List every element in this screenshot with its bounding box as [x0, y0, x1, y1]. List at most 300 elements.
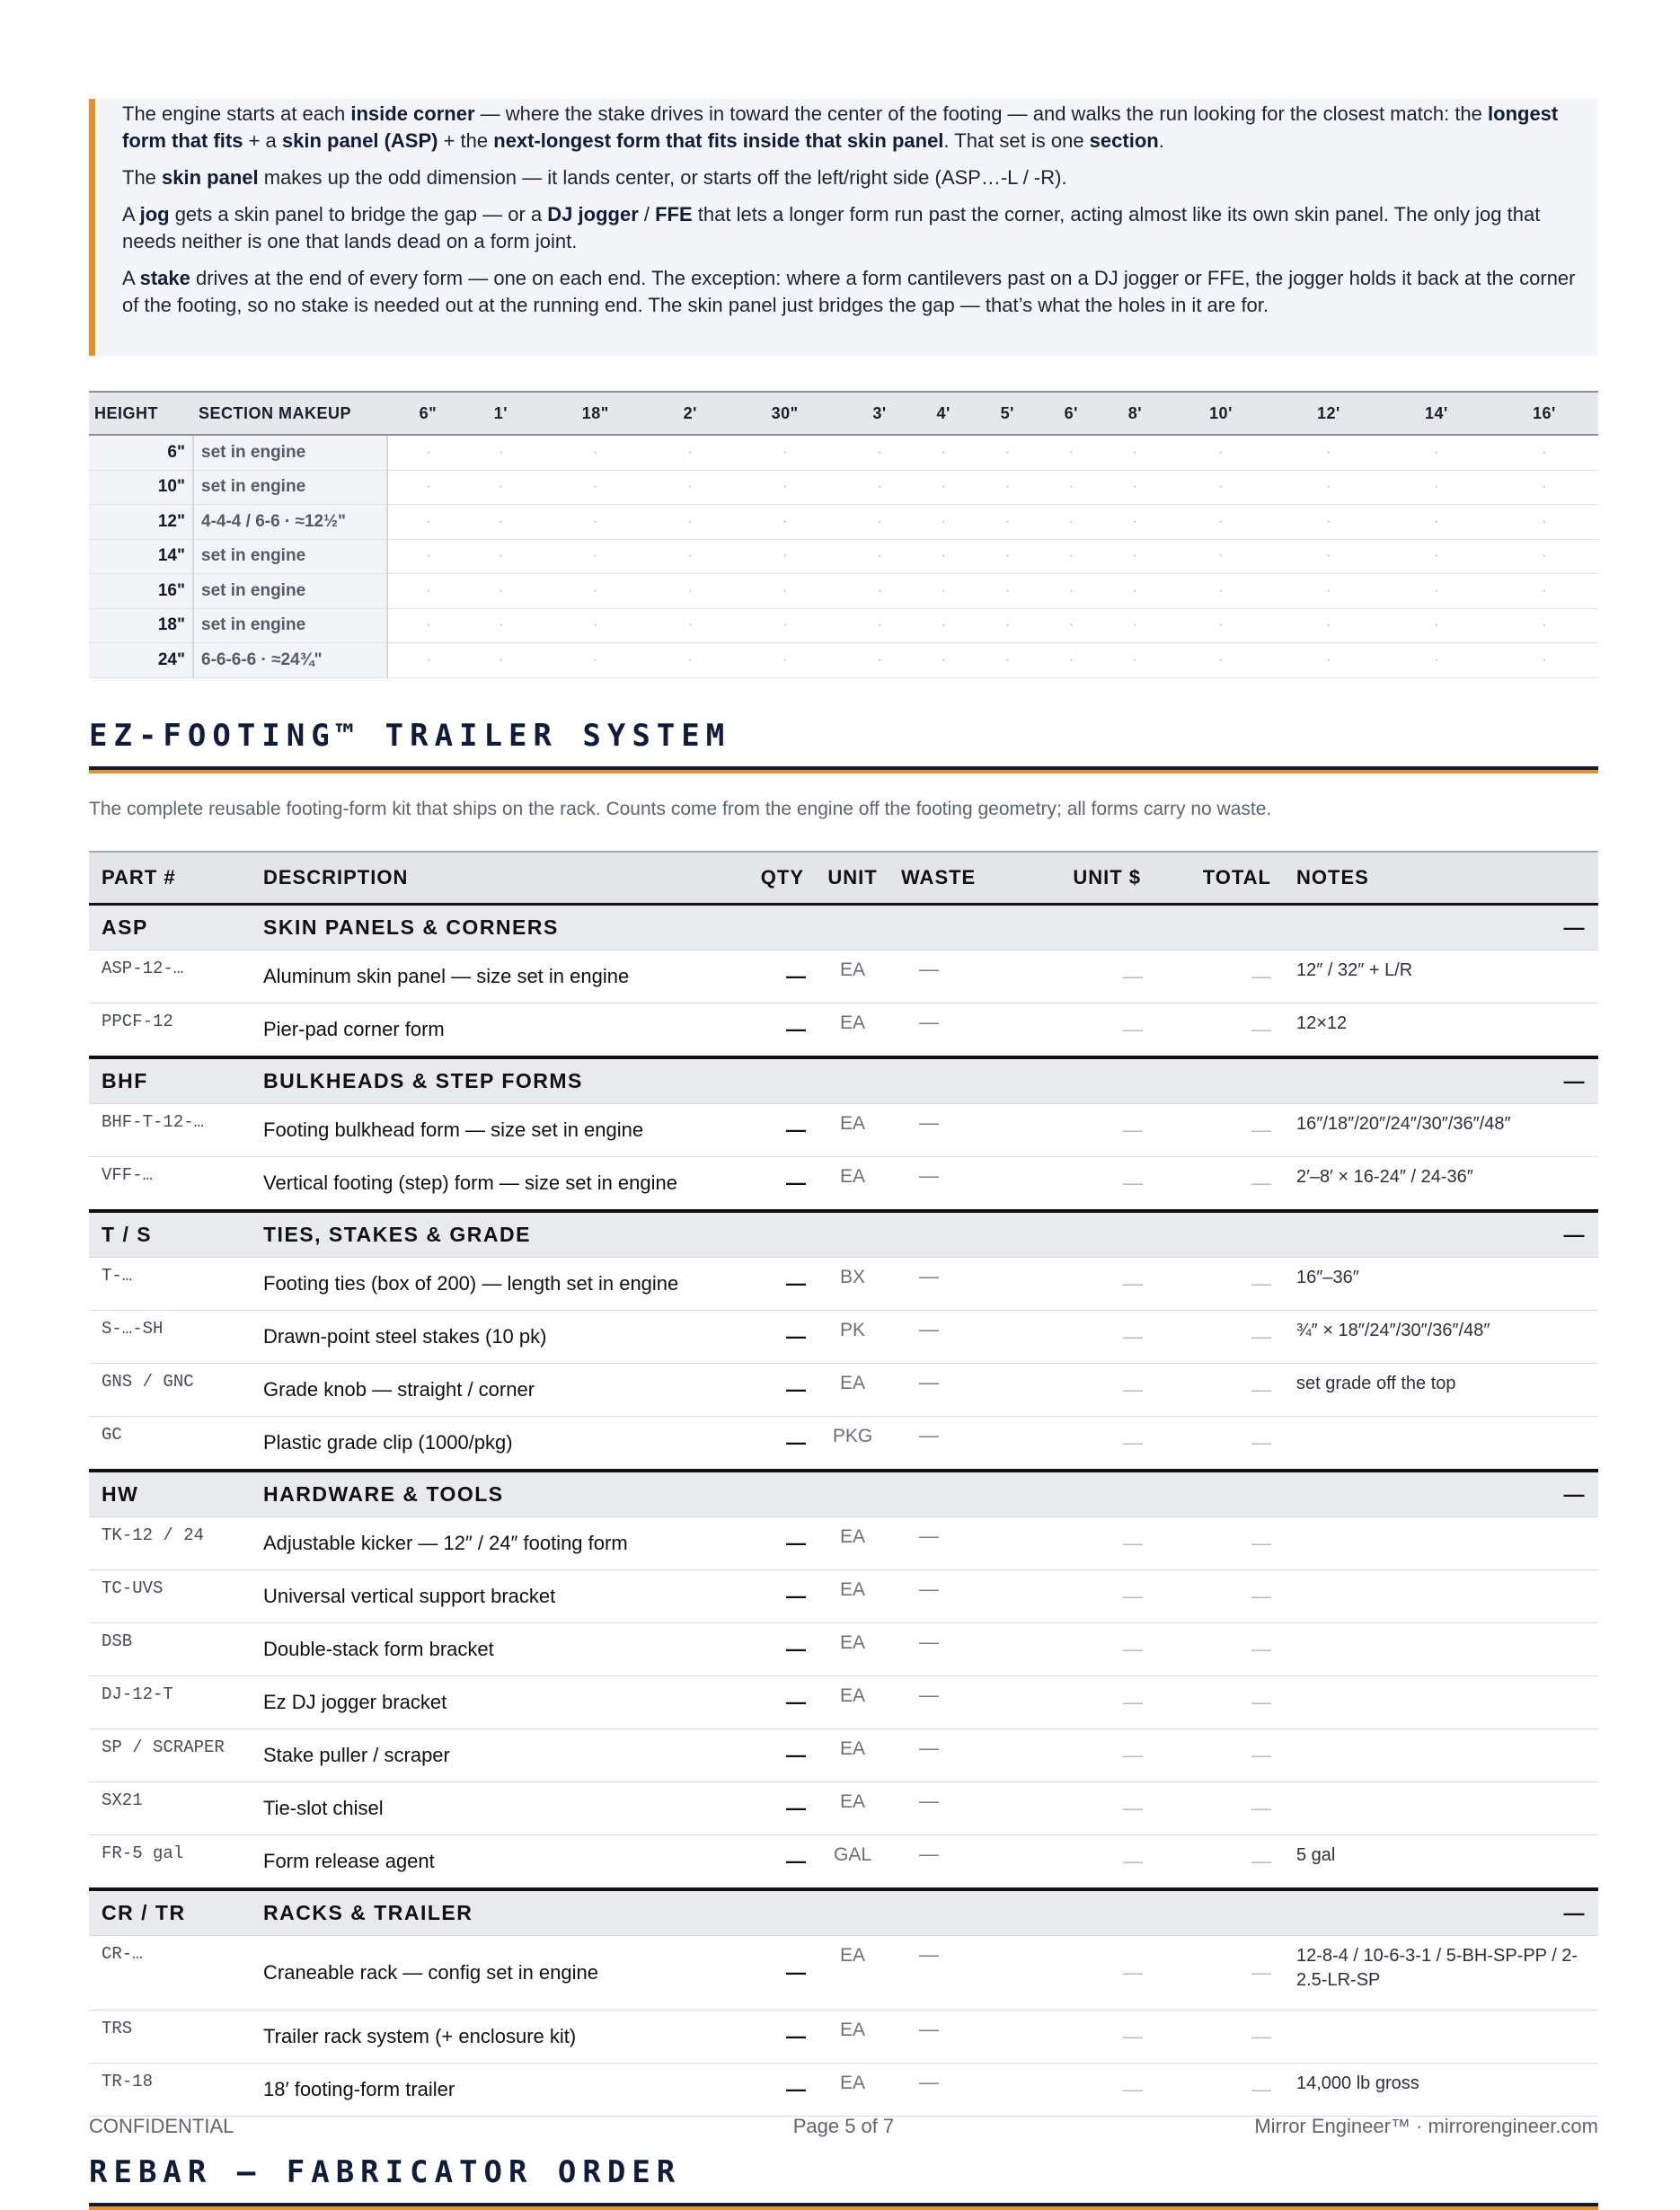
- empty-cell-dot: ·: [976, 643, 1039, 678]
- group-header-row: [89, 1889, 1598, 1936]
- empty-cell-dot: ·: [1167, 470, 1275, 505]
- part-number: S-…-SH: [89, 1310, 251, 1363]
- part-unit-price: —: [1023, 950, 1154, 1003]
- part-waste: —: [889, 2010, 1023, 2063]
- page-content: [89, 99, 1598, 2210]
- part-unit-price: —: [1023, 1003, 1154, 1057]
- part-unit: EA: [817, 1003, 889, 1057]
- height-table-col-header: 6": [387, 392, 469, 435]
- part-unit: GAL: [817, 1834, 889, 1889]
- table-row: [89, 1363, 1598, 1416]
- height-value: 14": [89, 539, 193, 574]
- part-qty: —: [745, 1935, 817, 2010]
- part-qty: —: [745, 1834, 817, 1889]
- part-notes: set grade off the top: [1284, 1363, 1598, 1416]
- part-description: Footing ties (box of 200) — length set in engine: [251, 1257, 745, 1310]
- part-description: Drawn-point steel stakes (10 pk): [251, 1310, 745, 1363]
- part-total: —: [1154, 1935, 1284, 2010]
- part-waste: —: [889, 1310, 1023, 1363]
- table-row: [89, 1516, 1598, 1569]
- part-description: Universal vertical support bracket: [251, 1569, 745, 1622]
- section-title-trailer-system: EZ-FOOTING™ TRAILER SYSTEM: [89, 717, 731, 754]
- part-qty: —: [745, 1310, 817, 1363]
- part-unit: BX: [817, 1257, 889, 1310]
- part-unit-price: —: [1023, 1675, 1154, 1728]
- height-table-col-header: HEIGHT: [89, 392, 193, 435]
- empty-cell-dot: ·: [1039, 574, 1103, 609]
- part-unit-price: —: [1023, 1516, 1154, 1569]
- empty-cell-dot: ·: [1490, 539, 1598, 574]
- table-row: [89, 1310, 1598, 1363]
- engine-rules-callout: [89, 99, 1598, 356]
- empty-cell-dot: ·: [1039, 643, 1103, 678]
- height-value: 12": [89, 505, 193, 540]
- height-table-col-header: 16': [1490, 392, 1598, 435]
- empty-cell-dot: ·: [912, 643, 976, 678]
- group-code: BHF: [89, 1057, 251, 1104]
- group-code: ASP: [89, 904, 251, 950]
- table-row: [89, 1156, 1598, 1211]
- part-waste: —: [889, 1516, 1023, 1569]
- group-name: BULKHEADS & STEP FORMS: [251, 1057, 1284, 1104]
- col-header-unit-price: UNIT $: [1023, 852, 1154, 905]
- part-unit: EA: [817, 2010, 889, 2063]
- part-notes: 16″–36″: [1284, 1257, 1598, 1310]
- empty-cell-dot: ·: [1167, 608, 1275, 643]
- part-unit-price: —: [1023, 1416, 1154, 1471]
- empty-cell-dot: ·: [469, 574, 533, 609]
- part-notes: 2′–8′ × 16-24″ / 24-36″: [1284, 1156, 1598, 1211]
- empty-cell-dot: ·: [1383, 643, 1490, 678]
- col-header-description: DESCRIPTION: [251, 852, 745, 905]
- table-row: [89, 1728, 1598, 1781]
- group-total: —: [1284, 1889, 1598, 1936]
- part-notes: [1284, 1516, 1598, 1569]
- empty-cell-dot: ·: [1103, 643, 1167, 678]
- empty-cell-dot: ·: [387, 435, 469, 470]
- part-description: 18′ footing-form trailer: [251, 2063, 745, 2116]
- table-row: [89, 1569, 1598, 1622]
- col-header-part: PART #: [89, 852, 251, 905]
- section-makeup: 4-4-4 / 6-6 · ≈12½": [193, 505, 387, 540]
- part-total: —: [1154, 1103, 1284, 1156]
- part-notes: 12×12: [1284, 1003, 1598, 1057]
- callout-paragraph-2: [122, 164, 1580, 191]
- empty-cell-dot: ·: [469, 539, 533, 574]
- section-title-rebar: REBAR — FABRICATOR ORDER: [89, 2153, 682, 2190]
- part-total: —: [1154, 1622, 1284, 1675]
- part-description: Double-stack form bracket: [251, 1622, 745, 1675]
- empty-cell-dot: ·: [533, 608, 659, 643]
- part-qty: —: [745, 1622, 817, 1675]
- section-divider: [89, 2203, 1598, 2210]
- part-unit: EA: [817, 2063, 889, 2116]
- empty-cell-dot: ·: [659, 574, 722, 609]
- part-unit: EA: [817, 1728, 889, 1781]
- part-unit-price: —: [1023, 2063, 1154, 2116]
- part-description: Stake puller / scraper: [251, 1728, 745, 1781]
- section-lead-text: The complete reusable footing-form kit that ships on the rack. Counts come from the engine off the footing geometry; all forms carry no waste.: [89, 798, 1272, 819]
- part-waste: —: [889, 1103, 1023, 1156]
- empty-cell-dot: ·: [1490, 643, 1598, 678]
- group-header-row: [89, 1471, 1598, 1517]
- table-row: [89, 1675, 1598, 1728]
- table-row: [89, 1416, 1598, 1471]
- part-unit: EA: [817, 950, 889, 1003]
- part-unit: EA: [817, 1781, 889, 1834]
- empty-cell-dot: ·: [722, 608, 848, 643]
- part-unit: EA: [817, 1935, 889, 2010]
- callout-bold-term: skin panel: [162, 166, 259, 189]
- part-waste: —: [889, 1156, 1023, 1211]
- callout-text: makes up the odd dimension — it lands center, or starts off the left/right side (ASP…-L / -R).: [258, 166, 1067, 189]
- callout-bold-term: inside corner: [350, 102, 475, 125]
- part-description: Form release agent: [251, 1834, 745, 1889]
- part-number: DJ-12-T: [89, 1675, 251, 1728]
- group-header-row: [89, 1057, 1598, 1104]
- empty-cell-dot: ·: [533, 539, 659, 574]
- part-waste: —: [889, 1416, 1023, 1471]
- callout-paragraph-1: [122, 99, 1580, 155]
- empty-cell-dot: ·: [1103, 505, 1167, 540]
- part-unit-price: —: [1023, 1310, 1154, 1363]
- empty-cell-dot: ·: [469, 608, 533, 643]
- empty-cell-dot: ·: [1490, 470, 1598, 505]
- part-number: VFF-…: [89, 1156, 251, 1211]
- part-unit-price: —: [1023, 1728, 1154, 1781]
- part-unit-price: —: [1023, 2010, 1154, 2063]
- height-table-col-header: 12': [1275, 392, 1383, 435]
- part-notes: 12″ / 32″ + L/R: [1284, 950, 1598, 1003]
- part-notes: [1284, 1675, 1598, 1728]
- empty-cell-dot: ·: [1383, 574, 1490, 609]
- empty-cell-dot: ·: [659, 435, 722, 470]
- part-waste: —: [889, 1257, 1023, 1310]
- table-row: [89, 2063, 1598, 2116]
- part-unit-price: —: [1023, 1781, 1154, 1834]
- part-number: DSB: [89, 1622, 251, 1675]
- section-makeup: set in engine: [193, 435, 387, 470]
- group-total: —: [1284, 904, 1598, 950]
- height-table-row: [89, 643, 1598, 678]
- empty-cell-dot: ·: [1103, 435, 1167, 470]
- parts-table-header-row: [89, 852, 1598, 905]
- part-qty: —: [745, 1569, 817, 1622]
- empty-cell-dot: ·: [1039, 608, 1103, 643]
- empty-cell-dot: ·: [722, 470, 848, 505]
- part-total: —: [1154, 1363, 1284, 1416]
- empty-cell-dot: ·: [1103, 539, 1167, 574]
- part-description: Craneable rack — config set in engine: [251, 1935, 745, 2010]
- part-number: SP / SCRAPER: [89, 1728, 251, 1781]
- callout-bold-term: jog: [139, 203, 170, 225]
- group-code: HW: [89, 1471, 251, 1517]
- part-qty: —: [745, 1156, 817, 1211]
- empty-cell-dot: ·: [1490, 574, 1598, 609]
- empty-cell-dot: ·: [976, 539, 1039, 574]
- group-code: CR / TR: [89, 1889, 251, 1936]
- part-notes: [1284, 1569, 1598, 1622]
- part-total: —: [1154, 2063, 1284, 2116]
- empty-cell-dot: ·: [533, 470, 659, 505]
- col-header-waste: WASTE: [889, 852, 1023, 905]
- part-unit: EA: [817, 1622, 889, 1675]
- empty-cell-dot: ·: [1383, 505, 1490, 540]
- empty-cell-dot: ·: [387, 643, 469, 678]
- part-qty: —: [745, 1416, 817, 1471]
- group-name: RACKS & TRAILER: [251, 1889, 1284, 1936]
- empty-cell-dot: ·: [533, 574, 659, 609]
- callout-paragraph-3: [122, 201, 1580, 255]
- part-waste: —: [889, 950, 1023, 1003]
- part-qty: —: [745, 2063, 817, 2116]
- empty-cell-dot: ·: [1167, 643, 1275, 678]
- section-makeup: set in engine: [193, 539, 387, 574]
- part-total: —: [1154, 2010, 1284, 2063]
- part-unit-price: —: [1023, 1569, 1154, 1622]
- empty-cell-dot: ·: [1103, 470, 1167, 505]
- empty-cell-dot: ·: [1103, 608, 1167, 643]
- part-number: TC-UVS: [89, 1569, 251, 1622]
- part-notes: [1284, 1728, 1598, 1781]
- empty-cell-dot: ·: [722, 539, 848, 574]
- height-table-col-header: 18": [533, 392, 659, 435]
- empty-cell-dot: ·: [1383, 470, 1490, 505]
- height-table-row: [89, 539, 1598, 574]
- empty-cell-dot: ·: [722, 574, 848, 609]
- callout-text: .: [1158, 129, 1164, 152]
- height-value: 16": [89, 574, 193, 609]
- group-name: HARDWARE & TOOLS: [251, 1471, 1284, 1517]
- empty-cell-dot: ·: [659, 470, 722, 505]
- height-table-row: [89, 470, 1598, 505]
- empty-cell-dot: ·: [848, 470, 912, 505]
- empty-cell-dot: ·: [1167, 435, 1275, 470]
- empty-cell-dot: ·: [912, 574, 976, 609]
- part-unit-price: —: [1023, 1103, 1154, 1156]
- empty-cell-dot: ·: [387, 608, 469, 643]
- part-total: —: [1154, 1728, 1284, 1781]
- col-header-notes: NOTES: [1284, 852, 1598, 905]
- part-unit: EA: [817, 1675, 889, 1728]
- empty-cell-dot: ·: [976, 435, 1039, 470]
- empty-cell-dot: ·: [1275, 608, 1383, 643]
- empty-cell-dot: ·: [1275, 505, 1383, 540]
- part-total: —: [1154, 1781, 1284, 1834]
- part-unit: EA: [817, 1516, 889, 1569]
- empty-cell-dot: ·: [1490, 608, 1598, 643]
- part-qty: —: [745, 1728, 817, 1781]
- height-table-col-header: 8': [1103, 392, 1167, 435]
- part-total: —: [1154, 1003, 1284, 1057]
- part-notes: [1284, 1622, 1598, 1675]
- empty-cell-dot: ·: [1039, 435, 1103, 470]
- parts-table: [89, 851, 1598, 2117]
- part-number: PPCF-12: [89, 1003, 251, 1057]
- empty-cell-dot: ·: [659, 505, 722, 540]
- empty-cell-dot: ·: [1039, 539, 1103, 574]
- empty-cell-dot: ·: [1490, 435, 1598, 470]
- empty-cell-dot: ·: [659, 539, 722, 574]
- empty-cell-dot: ·: [912, 470, 976, 505]
- empty-cell-dot: ·: [1275, 435, 1383, 470]
- part-notes: 14,000 lb gross: [1284, 2063, 1598, 2116]
- height-makeup-table: [89, 391, 1598, 678]
- height-table-col-header: 1': [469, 392, 533, 435]
- table-row: [89, 1834, 1598, 1889]
- part-waste: —: [889, 1781, 1023, 1834]
- part-description: Tie-slot chisel: [251, 1781, 745, 1834]
- part-waste: —: [889, 1569, 1023, 1622]
- height-table-col-header: 10': [1167, 392, 1275, 435]
- table-row: [89, 1257, 1598, 1310]
- callout-text: — where the stake drives in toward the center of the footing — and walks the run looking for the closest match: the: [474, 102, 1489, 125]
- part-unit-price: —: [1023, 1257, 1154, 1310]
- callout-text: that lets a longer form run past the corner, acting almost like its own skin panel. The only jog that needs neither is one that lands dead on a form joint.: [122, 203, 1541, 252]
- empty-cell-dot: ·: [848, 643, 912, 678]
- empty-cell-dot: ·: [722, 505, 848, 540]
- height-table-col-header: 6': [1039, 392, 1103, 435]
- part-waste: —: [889, 1728, 1023, 1781]
- group-total: —: [1284, 1057, 1598, 1104]
- empty-cell-dot: ·: [722, 643, 848, 678]
- part-unit: EA: [817, 1103, 889, 1156]
- callout-bold-term: section: [1089, 129, 1159, 152]
- empty-cell-dot: ·: [659, 643, 722, 678]
- callout-bold-term: skin panel (ASP): [281, 129, 438, 152]
- group-name: SKIN PANELS & CORNERS: [251, 904, 1284, 950]
- callout-bold-term: longest form that fits: [122, 102, 1559, 152]
- part-number: FR-5 gal: [89, 1834, 251, 1889]
- part-description: Aluminum skin panel — size set in engine: [251, 950, 745, 1003]
- empty-cell-dot: ·: [1167, 505, 1275, 540]
- part-notes: 5 gal: [1284, 1834, 1598, 1889]
- part-total: —: [1154, 1310, 1284, 1363]
- callout-bold-term: next-longest form that fits inside that skin panel: [493, 129, 944, 152]
- part-qty: —: [745, 1781, 817, 1834]
- empty-cell-dot: ·: [1039, 505, 1103, 540]
- part-waste: —: [889, 1363, 1023, 1416]
- height-table-col-header: 30": [722, 392, 848, 435]
- part-description: Plastic grade clip (1000/pkg): [251, 1416, 745, 1471]
- height-value: 6": [89, 435, 193, 470]
- section-divider: [89, 766, 1598, 774]
- part-description: Trailer rack system (+ enclosure kit): [251, 2010, 745, 2063]
- part-notes: ¾″ × 18″/24″/30″/36″/48″: [1284, 1310, 1598, 1363]
- part-number: GNS / GNC: [89, 1363, 251, 1416]
- callout-bold-term: stake: [139, 267, 190, 289]
- callout-text: + a: [243, 129, 282, 152]
- callout-text: . That set is one: [943, 129, 1090, 152]
- empty-cell-dot: ·: [848, 574, 912, 609]
- empty-cell-dot: ·: [533, 643, 659, 678]
- height-table-col-header: 3': [848, 392, 912, 435]
- empty-cell-dot: ·: [469, 505, 533, 540]
- empty-cell-dot: ·: [848, 608, 912, 643]
- empty-cell-dot: ·: [1167, 574, 1275, 609]
- empty-cell-dot: ·: [848, 435, 912, 470]
- part-description: Grade knob — straight / corner: [251, 1363, 745, 1416]
- col-header-total: TOTAL: [1154, 852, 1284, 905]
- part-description: Footing bulkhead form — size set in engine: [251, 1103, 745, 1156]
- part-number: CR-…: [89, 1935, 251, 2010]
- callout-text: A: [122, 203, 140, 225]
- part-number: TR-18: [89, 2063, 251, 2116]
- part-number: T-…: [89, 1257, 251, 1310]
- part-number: TK-12 / 24: [89, 1516, 251, 1569]
- empty-cell-dot: ·: [976, 505, 1039, 540]
- group-code: T / S: [89, 1211, 251, 1258]
- part-description: Ez DJ jogger bracket: [251, 1675, 745, 1728]
- empty-cell-dot: ·: [912, 435, 976, 470]
- empty-cell-dot: ·: [1275, 643, 1383, 678]
- table-row: [89, 2010, 1598, 2063]
- part-notes: [1284, 2010, 1598, 2063]
- part-unit-price: —: [1023, 1935, 1154, 2010]
- part-notes: 12-8-4 / 10-6-3-1 / 5-BH-SP-PP / 2-2.5-LR-SP: [1284, 1935, 1598, 2010]
- height-value: 10": [89, 470, 193, 505]
- height-table-col-header: 2': [659, 392, 722, 435]
- empty-cell-dot: ·: [912, 539, 976, 574]
- group-header-row: [89, 1211, 1598, 1258]
- empty-cell-dot: ·: [659, 608, 722, 643]
- empty-cell-dot: ·: [976, 608, 1039, 643]
- empty-cell-dot: ·: [1167, 539, 1275, 574]
- part-unit: EA: [817, 1363, 889, 1416]
- part-number: TRS: [89, 2010, 251, 2063]
- part-waste: —: [889, 2063, 1023, 2116]
- part-description: Adjustable kicker — 12″ / 24″ footing form: [251, 1516, 745, 1569]
- part-unit-price: —: [1023, 1834, 1154, 1889]
- callout-text: drives at the end of every form — one on each end. The exception: where a form cantilevers past on a DJ jogger or FFE, the jogger holds it back at the corner of the footing, so no stake is needed out at the running end. The skin panel just bridges the gap — that’s what the holes in it are for.: [122, 267, 1576, 316]
- empty-cell-dot: ·: [387, 574, 469, 609]
- empty-cell-dot: ·: [912, 608, 976, 643]
- footer-page-number: Page 5 of 7: [792, 2115, 895, 2137]
- group-header-row: [89, 904, 1598, 950]
- part-total: —: [1154, 1834, 1284, 1889]
- part-waste: —: [889, 1834, 1023, 1889]
- height-table-col-header: 4': [912, 392, 976, 435]
- section-makeup: set in engine: [193, 470, 387, 505]
- height-table-header-row: [89, 392, 1598, 435]
- table-row: [89, 1103, 1598, 1156]
- part-total: —: [1154, 1257, 1284, 1310]
- part-notes: 16″/18″/20″/24″/30″/36″/48″: [1284, 1103, 1598, 1156]
- height-table-row: [89, 574, 1598, 609]
- empty-cell-dot: ·: [469, 435, 533, 470]
- empty-cell-dot: ·: [1383, 539, 1490, 574]
- part-unit: EA: [817, 1156, 889, 1211]
- height-table-row: [89, 505, 1598, 540]
- empty-cell-dot: ·: [533, 505, 659, 540]
- callout-text: gets a skin panel to bridge the gap — or a: [169, 203, 548, 225]
- empty-cell-dot: ·: [1383, 435, 1490, 470]
- height-table-col-header: 14': [1383, 392, 1490, 435]
- section-makeup: 6-6-6-6 · ≈24¾": [193, 643, 387, 678]
- empty-cell-dot: ·: [1383, 608, 1490, 643]
- empty-cell-dot: ·: [848, 505, 912, 540]
- table-row: [89, 1622, 1598, 1675]
- part-waste: —: [889, 1622, 1023, 1675]
- table-row: [89, 1781, 1598, 1834]
- part-description: Vertical footing (step) form — size set in engine: [251, 1156, 745, 1211]
- callout-text: /: [638, 203, 656, 225]
- height-table-col-header: 5': [976, 392, 1039, 435]
- part-total: —: [1154, 1156, 1284, 1211]
- empty-cell-dot: ·: [848, 539, 912, 574]
- callout-text: A: [122, 267, 140, 289]
- part-total: —: [1154, 1569, 1284, 1622]
